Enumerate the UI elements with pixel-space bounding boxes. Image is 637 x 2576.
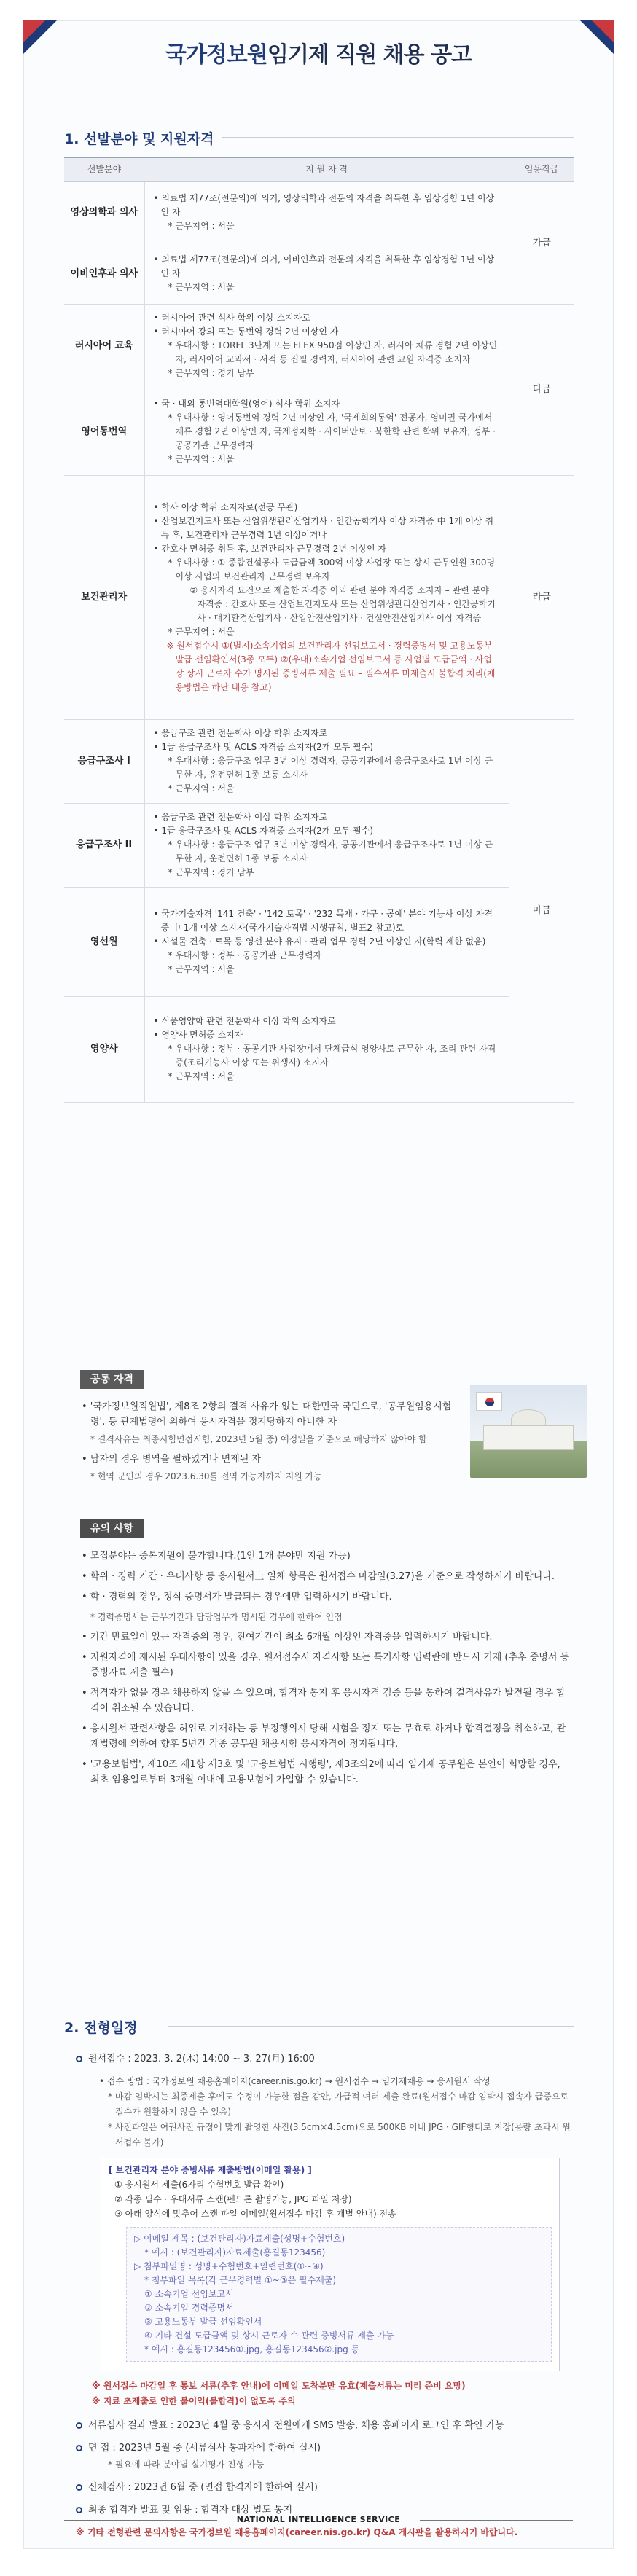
field-name: 보건관리자 xyxy=(64,475,144,719)
table-row xyxy=(64,181,574,243)
qualification-line: ※ 원서접수시 ①(별지)소속기업의 보건관리자 선임보고서 · 경력증명서 및 고용노동부 발급 선임확인서(3종 모두) ②(우대)소속기업 선임보고서 등 사업별 도급금액 · 사업장 상시 근로자 수가 명시된 증빙서류 제출 필요 – 필수서류 미제출시 불합격 처리(채용방법은 하단 내용 참고) xyxy=(166,640,496,692)
email-instructions xyxy=(126,2227,552,2362)
grade-cell: 다급 xyxy=(509,304,574,475)
qualification-line: • 러시아어 강의 또는 통번역 경력 2년 이상인 자 xyxy=(153,326,339,337)
list-item: • '고용보험법', 제10조 제1항 제3호 및 '고용보험법 시행령', 제3조의2에 따라 임기제 공무원은 본인이 희망할 경우, 최초 임용일로부터 3개월 이내에 고용보험에 가입할 수 있습니다. xyxy=(82,1759,560,1785)
email-instruction-line: ▷ 이메일 제목 : (보건관리자)자료제출(성명+수험번호) xyxy=(134,2234,345,2244)
title-accent: 국가정보원 xyxy=(165,42,267,68)
qualification-line: • 응급구조 관련 전문학사 이상 학위 소지자로 xyxy=(153,728,328,738)
qualification-line: * 근무지역 : 경기 남부 xyxy=(168,867,254,877)
field-name: 영선원 xyxy=(64,887,144,996)
field-name: 이비인후과 의사 xyxy=(64,243,144,304)
qualification-line: • 1급 응급구조사 및 ACLS 자격증 소지자(2개 모두 필수) xyxy=(153,742,374,752)
email-instruction-line: ▷ 첨부파일명 : 성명+수험번호+일련번호(①~④) xyxy=(134,2261,324,2271)
footer-org: NATIONAL INTELLIGENCE SERVICE xyxy=(236,2515,401,2524)
qualification-line: * 근무지역 : 서울 xyxy=(168,963,235,974)
qualification-line: * 근무지역 : 서울 xyxy=(168,783,235,794)
qualification-line: • 국 · 내외 통번역대학원(영어) 석사 학위 소지자 xyxy=(153,398,340,409)
table-row xyxy=(64,243,574,304)
qualification-line: * 우대사항 : 정부 · 공공기관 사업장에서 단체급식 영양사로 근무한 자, 조리 관련 자격증(조리기능사 이상 또는 위생사) 소지자 xyxy=(168,1044,496,1068)
apply-details xyxy=(76,2074,579,2150)
qualification-line: • 응급구조 관련 전문학사 이상 학위 소지자로 xyxy=(153,812,328,822)
list-item: • 기간 만료일이 있는 자격증의 경우, 진여기간이 최소 6개월 이상인 자격증을 입력하시기 바랍니다. xyxy=(82,1632,493,1643)
section-heading-1: 1. 선발분야 및 지원자격 xyxy=(64,131,214,147)
section-divider-1 xyxy=(222,137,574,138)
qualification-line: • 학사 이상 학위 소지자로(전공 무관) xyxy=(153,501,298,512)
table-row xyxy=(64,719,574,803)
schedule-final-text: 최종 합격자 발표 및 임용 : 합격자 대상 별도 통지 xyxy=(88,2505,293,2516)
list-item: • 지원자격에 제시된 우대사항이 있을 경우, 원서접수시 자격사항 또는 특기사항 입력란에 반드시 기재 (추후 증명서 등 증빙자료 제출 필수) xyxy=(82,1652,570,1678)
requirements-table xyxy=(64,157,574,1103)
table-row xyxy=(64,388,574,475)
schedule-dot-icon xyxy=(76,2484,82,2491)
qualification-line: * 우대사항 : 정부 · 공공기관 근무경력자 xyxy=(168,950,322,960)
field-name: 영상의학과 의사 xyxy=(64,181,144,243)
common-qualification-tag: 공통 자격 xyxy=(80,1370,144,1389)
common-qualification-list xyxy=(82,1399,461,1489)
qualification-cell xyxy=(144,475,509,719)
qualification-line: • 식품영양학 관련 전문학사 이상 학위 소지자로 xyxy=(153,1016,336,1026)
contact-note: ※ 기타 전형관련 문의사항은 국가정보원 채용홈페이지(career.nis.go.kr) Q&A 게시판을 활용하시기 바랍니다. xyxy=(76,2527,518,2537)
schedule-physical xyxy=(76,2480,579,2495)
header-grade: 임용직급 xyxy=(509,157,574,181)
qualification-cell xyxy=(144,719,509,803)
schedule-dot-icon xyxy=(76,2056,82,2062)
schedule-doc-text: 서류심사 결과 발표 : 2023년 4월 중 응시자 전원에게 SMS 발송, 채용 홈페이지 로그인 후 확인 가능 xyxy=(88,2420,504,2431)
qualification-line: • 의료법 제77조(전문의)에 의거, 이비인후과 전문의 자격을 취득한 후 임상경험 1년 이상인 자 xyxy=(153,254,495,278)
schedule-dot-icon xyxy=(76,2445,82,2451)
list-item: * 마감 임박시는 최종제출 후에도 수정이 가능한 점을 감안, 가급적 여러 제출 완료(원서접수 마감 임박시 접속자 급증으로 접수가 원활하지 않을 수 있음) xyxy=(108,2091,568,2117)
qualification-line: * 근무지역 : 서울 xyxy=(168,1071,235,1081)
schedule-apply-text: 원서접수 : 2023. 3. 2(木) 14:00 ~ 3. 27(月) 16:00 xyxy=(88,2054,315,2064)
list-item: • 학 · 경력의 경우, 정식 증명서가 발급되는 경우에만 입력하시기 바랍니다. xyxy=(82,1592,392,1602)
qualification-line: * 우대사항 : TORFL 3단계 또는 FLEX 950점 이상인 자, 러시아 체류 경험 2년 이상인 자, 러시아어 교과서 · 서적 등 집필 경력자, 러시아어 관련 교원 자격증 소지자 xyxy=(168,340,498,364)
qualification-cell xyxy=(144,803,509,887)
docs-step: ① 응시원서 제출(6자리 수험번호 발급 확인) xyxy=(114,2180,284,2190)
warning-deadline: ※ 원서접수 마감일 후 통보 서류(추후 안내)에 이메일 도착분만 유효(제출서류는 미리 준비 요망) xyxy=(92,2381,466,2391)
qualification-line: • 1급 응급구조사 및 ACLS 자격증 소지자(2개 모두 필수) xyxy=(153,826,374,836)
qualification-line: * 우대사항 : ① 종합건설공사 도급금액 300억 이상 사업장 또는 상시 근무인원 300명 이상 사업의 보건관리자 근무경력 보유자 xyxy=(168,557,496,582)
header-field: 선발분야 xyxy=(64,157,144,181)
email-instruction-line: ① 소속기업 선임보고서 xyxy=(144,2289,234,2299)
docs-step: ② 각종 필수 · 우대서류 스캔(펜드론 촬영가능, JPG 파일 저장) xyxy=(114,2194,352,2204)
docs-step: ③ 아래 양식에 맞추어 스캔 파일 이메일(원서접수 마감 후 개별 안내) 전송 xyxy=(114,2209,396,2219)
notice-tag: 유의 사항 xyxy=(80,1519,144,1538)
qualification-line: • 국가기술자격 '141 건축' · '142 토목' · '232 목재 · 가구 · 공예' 분야 기능사 이상 자격증 中 1개 이상 소지자(국가기술자격법 시행규칙, 별표2 참고)로 xyxy=(153,908,493,933)
list-item: • 학위 · 경력 기간 · 우대사항 등 응시원서上 일체 항목은 원서접수 마감일(3.27)을 기준으로 작성하시기 바랍니다. xyxy=(82,1571,555,1582)
list-item: • '국가정보원직원법', 제8조 2항의 결격 사유가 없는 대한민국 국민으로, '공무원임용시험령', 등 관계법령에 의하여 응시자격을 정지당하지 아니한 자 xyxy=(82,1401,452,1428)
header-qualification: 지 원 자 격 xyxy=(144,157,509,181)
qualification-line: * 근무지역 : 서울 xyxy=(168,626,235,637)
table-row xyxy=(64,475,574,719)
schedule xyxy=(76,2051,579,2540)
qualification-line: * 근무지역 : 경기 남부 xyxy=(168,368,254,378)
qualification-cell xyxy=(144,996,509,1102)
qualification-cell xyxy=(144,243,509,304)
qualification-line: * 근무지역 : 서울 xyxy=(168,220,235,231)
list-item: * 사진파일은 여권사진 규정에 맞게 촬영한 사진(3.5cm×4.5cm)으로 500KB 이내 JPG · GIF형태로 저장(용량 초과시 원서접수 불가) xyxy=(108,2122,571,2148)
email-instruction-line: * 예시 : (보건관리자)자료제출(홍길동123456) xyxy=(144,2247,326,2258)
table-row xyxy=(64,304,574,388)
health-manager-docs-box xyxy=(101,2158,560,2371)
qualification-line: * 우대사항 : 응급구조 업무 3년 이상 경력자, 공공기관에서 응급구조사로 1년 이상 근무한 자, 운전면허 1종 보통 소지자 xyxy=(168,756,493,780)
section-heading-2: 2. 전형일정 xyxy=(64,2020,138,2036)
list-item: * 현역 군인의 경우 2023.6.30를 전역 가능자까지 지원 가능 xyxy=(90,1471,322,1481)
email-instruction-line: * 예시 : 홍길동123456①.jpg, 홍길동123456②.jpg 등 xyxy=(144,2344,360,2354)
qualification-line: * 근무지역 : 서울 xyxy=(168,281,235,292)
schedule-dot-icon xyxy=(76,2422,82,2429)
list-item: * 경력증명서는 근무기간과 담당업무가 명시된 경우에 한하여 인정 xyxy=(90,1612,343,1622)
qualification-line: • 영양사 면허증 소지자 xyxy=(153,1030,243,1040)
title-rest: 임기제 직원 채용 공고 xyxy=(267,42,472,68)
email-instruction-line: ③ 고용노동부 발급 선임확인서 xyxy=(144,2317,262,2327)
list-item: • 남자의 경우 병역을 필하였거나 면제된 자 xyxy=(82,1454,261,1465)
table-row xyxy=(64,996,574,1102)
building-shape xyxy=(483,1425,574,1450)
table-row xyxy=(64,887,574,996)
page-title xyxy=(0,36,637,68)
list-item: • 적격자가 없을 경우 채용하지 않을 수 있으며, 합격자 통지 후 응시자격 검증 등을 통하여 결격사유가 발견될 경우 합격이 취소될 수 있습니다. xyxy=(82,1688,566,1714)
qualification-cell xyxy=(144,887,509,996)
warning-late: ※ 지료 초제출로 인한 불이익(불합격)이 없도록 주의 xyxy=(92,2396,296,2406)
qualification-line: • 간호사 면허증 취득 후, 보건관리자 근무경력 2년 이상인 자 xyxy=(153,543,386,554)
field-name: 러시아어 교육 xyxy=(64,304,144,388)
list-item: • 모집분야는 중복지원이 불가합니다.(1인 1개 분야만 지원 가능) xyxy=(82,1551,351,1562)
schedule-dot-icon xyxy=(76,2507,82,2513)
schedule-physical-text: 신체검사 : 2023년 6월 중 (면접 합격자에 한하여 실시) xyxy=(88,2482,318,2493)
schedule-interview xyxy=(76,2440,579,2456)
grade-cell: 마급 xyxy=(509,719,574,1102)
field-name: 응급구조사 I xyxy=(64,719,144,803)
qualification-cell xyxy=(144,388,509,475)
schedule-apply xyxy=(76,2051,579,2067)
qualification-line: * 근무지역 : 서울 xyxy=(168,453,235,464)
qualification-cell xyxy=(144,181,509,243)
docs-box-steps xyxy=(109,2177,552,2221)
qualification-cell xyxy=(144,304,509,388)
nis-building-photo xyxy=(470,1385,587,1478)
schedule-interview-text: 면 접 : 2023년 5월 중 (서류심사 통과자에 한하여 실시) xyxy=(88,2443,321,2454)
qualification-line: • 시설물 건축 · 토목 등 영선 분야 유지 · 관리 업무 경력 2년 이상인 자(학력 제한 없음) xyxy=(153,936,486,947)
section-divider-2 xyxy=(168,2026,574,2027)
interview-note: * 필요에 따라 분야별 실기평가 진행 가능 xyxy=(108,2459,265,2470)
qualification-line: * 우대사항 : 영어통번역 경력 2년 이상인 자, '국제회의통역' 전공자, 영미권 국가에서 체류 경험 2년 이상인 자, 국제정치학 · 사이버안보 · 북한학 관련 학위 보유자, 정부 · 공공기관 근무경력자 xyxy=(168,412,496,450)
email-instruction-line: ④ 기타 건설 도급금액 및 상시 근로자 수 관련 증빙서류 제출 가능 xyxy=(144,2330,394,2341)
list-item: • 응시원서 관련사항을 허위로 기재하는 등 부정행위시 당해 시험을 정지 또는 무효로 하거나 합격결정을 취소하고, 관계법령에 의하여 향후 5년간 각종 공무원 채용시험 응시자격이 정지됩니다. xyxy=(82,1723,566,1750)
email-instruction-line: ② 소속기업 경력증명서 xyxy=(144,2303,234,2313)
field-name: 응급구조사 II xyxy=(64,803,144,887)
qualification-line: • 의료법 제77조(전문의)에 의거, 영상의학과 전문의 자격을 취득한 후 임상경험 1년 이상인 자 xyxy=(153,192,495,217)
qualification-line: * 우대사항 : 응급구조 업무 3년 이상 경력자, 공공기관에서 응급구조사로 1년 이상 근무한 자, 운전면허 1종 보통 소지자 xyxy=(168,839,493,864)
docs-box-title: [ 보건관리자 분야 증빙서류 제출방법(이메일 활용) ] xyxy=(109,2165,312,2175)
qualification-line: • 산업보건지도사 또는 산업위생관리산업기사 · 인간공학기사 이상 자격증 中 1개 이상 취득 후, 보건관리자 근무경력 1년 이상이거나 xyxy=(153,515,494,540)
grade-cell: 가급 xyxy=(509,181,574,304)
notice-list xyxy=(82,1549,570,1793)
list-item: * 결격사유는 최종시험면접시험, 2023년 5월 중) 예정일을 기준으로 해당하지 않아야 함 xyxy=(90,1434,427,1444)
table-row xyxy=(64,803,574,887)
list-item: • 접수 방법 : 국가정보원 채용홈페이지(career.nis.go.kr) → 원서접수 → 임기제채용 → 응시원서 작성 xyxy=(99,2076,491,2086)
schedule-doc-result xyxy=(76,2418,579,2433)
field-name: 영어통번역 xyxy=(64,388,144,475)
qualification-line: • 러시아어 관련 석사 학위 이상 소지자로 xyxy=(153,313,310,323)
qualification-line: ② 응시자격 요건으로 제출한 자격증 이외 관련 분야 자격증 소지자 – 관련 분야 자격증 : 간호사 또는 산업보건지도사 또는 산업위생관리산업기사 · 인간공학기사 · 대기환경산업기사 · 산업안전산업기사 · 건설안전산업기사 이상 자격증 xyxy=(189,584,496,623)
flag-icon xyxy=(476,1392,502,1411)
grade-cell: 라급 xyxy=(509,475,574,719)
email-instruction-line: * 첨부파일 목록(각 근무경력별 ①~③은 필수제출) xyxy=(144,2275,337,2285)
field-name: 영양사 xyxy=(64,996,144,1102)
